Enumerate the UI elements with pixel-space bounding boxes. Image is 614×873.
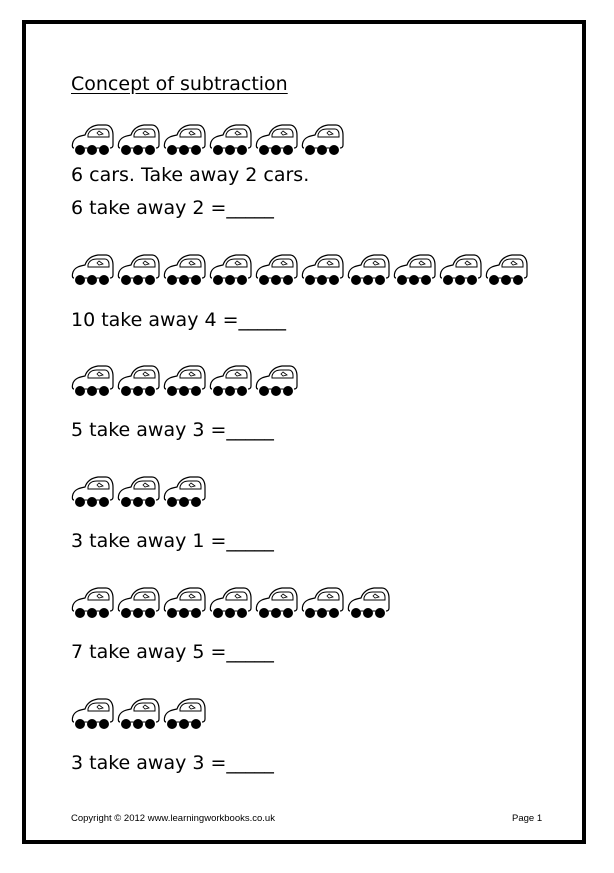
car-icon [163,473,207,509]
car-icon [71,695,115,731]
car-icon [117,695,161,731]
car-icon [71,251,115,287]
page-title: Concept of subtraction [71,73,288,95]
car-icon [163,695,207,731]
car-icon [163,584,207,620]
exercise-3-question: 5 take away 3 =_____ [71,419,274,441]
car-icon [439,251,483,287]
car-icon [71,121,115,157]
footer-page-number: Page 1 [512,813,543,824]
car-row-4 [71,473,207,509]
exercise-5-question: 7 take away 5 =_____ [71,641,274,663]
car-icon [301,251,345,287]
car-icon [485,251,529,287]
exercise-1-prompt: 6 cars. Take away 2 cars. [71,164,310,186]
car-icon [71,362,115,398]
car-icon [71,584,115,620]
car-icon [163,121,207,157]
car-icon [209,584,253,620]
car-icon [117,473,161,509]
car-icon [301,584,345,620]
car-icon [255,362,299,398]
car-icon [117,362,161,398]
footer-copyright: Copyright © 2012 www.learningworkbooks.co.uk [71,813,275,824]
car-icon [117,121,161,157]
car-icon [255,251,299,287]
exercise-6-question: 3 take away 3 =_____ [71,752,274,774]
car-row-2 [71,251,529,287]
car-icon [209,121,253,157]
car-icon [347,251,391,287]
car-icon [209,251,253,287]
car-icon [117,584,161,620]
car-icon [347,584,391,620]
car-icon [117,251,161,287]
exercise-2-question: 10 take away 4 =_____ [71,309,287,331]
car-icon [163,251,207,287]
exercise-4-question: 3 take away 1 =_____ [71,530,274,552]
car-icon [393,251,437,287]
car-icon [255,584,299,620]
exercise-1-question: 6 take away 2 =_____ [71,197,274,219]
car-row-5 [71,584,391,620]
car-row-1 [71,121,345,157]
car-icon [301,121,345,157]
car-icon [209,362,253,398]
car-icon [71,473,115,509]
car-icon [255,121,299,157]
car-row-6 [71,695,207,731]
car-icon [163,362,207,398]
car-row-3 [71,362,299,398]
